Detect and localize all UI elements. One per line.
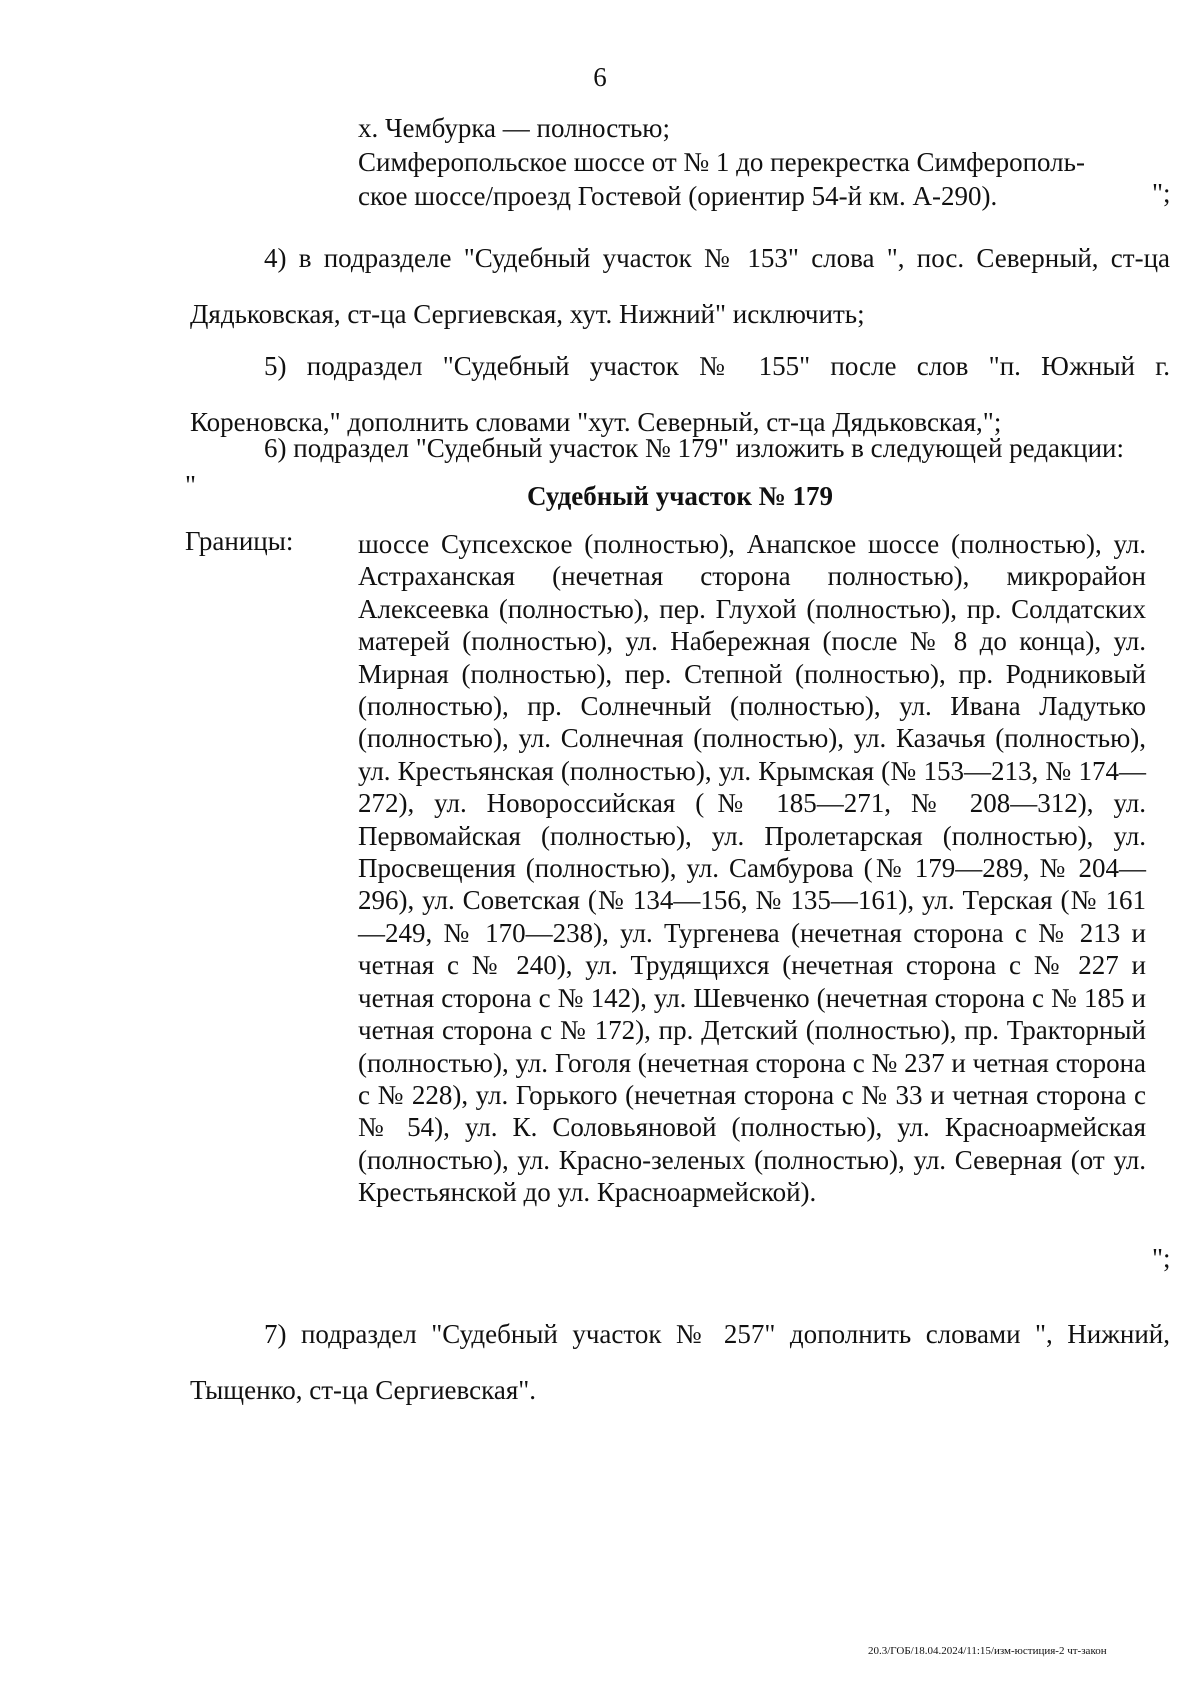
section-title: Судебный участок № 179 — [526, 481, 834, 511]
document-footer: 20.3/ГОБ/18.04.2024/11:15/изм-юстиция-2 чт-закон — [868, 1645, 1107, 1657]
closing-quote-mark: "; — [1152, 1243, 1171, 1273]
continuation-line: х. Чембурка — полностью; — [358, 113, 670, 143]
paragraph-6: 6) подраздел "Судебный участок № 179" изложить в следующей редакции: — [264, 433, 1124, 463]
closing-quote-mark: "; — [1152, 178, 1171, 208]
paragraph-4: 4) в подразделе "Судебный участок № 153" слова ", пос. Северный, ст-ца Дядьковская, ст-ца Сергиевская, хут. Нижний" исключить; — [190, 243, 1170, 329]
boundaries-label: Границы: — [185, 526, 294, 556]
continuation-block — [358, 111, 1173, 213]
opening-quote-mark: " — [185, 470, 197, 500]
continuation-line: Симферопольское шоссе от № 1 до перекрестка Симферополь- — [358, 147, 1085, 177]
continuation-line: ское шоссе/проезд Гостевой (ориентир 54-й км. А-290). — [358, 181, 998, 211]
paragraph-7: 7) подраздел "Судебный участок № 257" дополнить словами ", Нижний, Тыщенко, ст-ца Сергиевская". — [190, 1319, 1170, 1405]
paragraph-5: 5) подраздел "Судебный участок № 155" после слов "п. Южный г. Кореновска," дополнить словами "хут. Северный, ст-ца Дядьковская,"; — [190, 351, 1170, 437]
boundaries-text: шоссе Супсехское (полностью), Анапское шоссе (полностью), ул. Астраханская (нечетная сторона полностью), микрорайон Алексеевка (полностью), пер. Глухой (полностью), пр. Солдатских матерей (полностью), ул. Набережная (после № 8 до конца), ул. Мирная (полностью), пер. Степной (полностью), пр. Родниковый (полностью), пр. Солнечный (полностью), ул. Ивана Ладутько (полностью), ул. Солнечная (полностью), ул. Казачья (полностью), ул. Крестьянская (полностью), ул. Крымская (№ 153—213, № 174—272), ул. Новороссийская (№ 185—271, № 208—312), ул. Первомайская (полностью), ул. Пролетарская (полностью), ул. Просвещения (полностью), ул. Самбурова (№ 179—289, № 204—296), ул. Советская (№ 134—156, № 135—161), ул. Терская (№ 161—249, № 170—238), ул. Тургенева (нечетная сторона с № 213 и четная с № 240), ул. Трудящихся (нечетная сторона с № 227 и четная сторона с № 142), ул. Шевченко (нечетная сторона с № 185 и четная сторона с № 172), пр. Детский (полностью), пр. Тракторный (полностью), ул. Гоголя (нечетная сторона с № 237 и четная сторона с № 228), ул. Горького (нечетная сторона с № 33 и четная сторона с № 54), ул. К. Соловьяновой (полностью), ул. Красноармейская (полностью), ул. Красно-зеленых (полностью), ул. Северная (от ул. Крестьянской до ул. Красноармейской). — [358, 529, 1146, 1208]
page-number: 6 — [593, 62, 607, 92]
